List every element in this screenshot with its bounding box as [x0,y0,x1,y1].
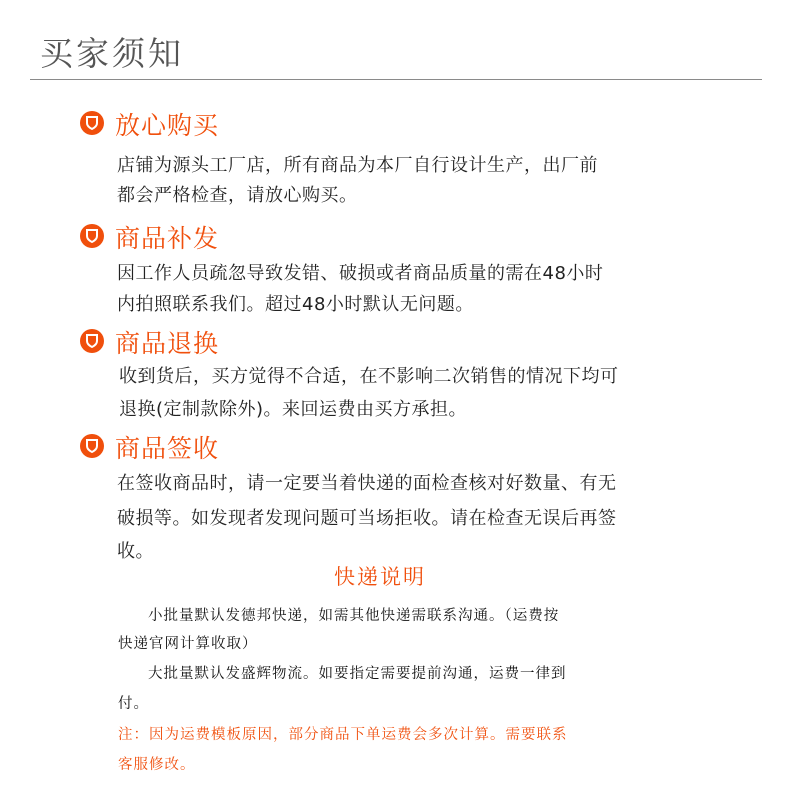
section-text: 收。 [117,541,154,562]
divider [30,79,762,80]
shipping-text: 付。 [118,696,149,712]
section-text: 在签收商品时，请一定要当着快递的面检查核对好数量、有无 [117,473,617,494]
section-title: 商品补发 [115,224,220,253]
section-text: 店铺为源头工厂店，所有商品为本厂自行设计生产，出厂前 [117,155,598,176]
section-title: 商品签收 [115,434,220,463]
shield-icon [80,224,104,248]
section-text: 破损等。如发现者发现问题可当场拒收。请在检查无误后再签 [117,508,617,529]
shield-icon [80,329,104,353]
shield-icon [80,111,104,135]
shipping-text: 快递官网计算收取） [118,636,258,652]
section-title: 放心购买 [115,111,220,140]
section-title: 商品退换 [115,329,220,358]
section-text: 因工作人员疏忽导致发错、破损或者商品质量的需在48小时 [117,263,604,284]
shipping-text: 小批量默认发德邦快递，如需其他快递需联系沟通。（运费按 [148,608,560,624]
section-text: 内拍照联系我们。超过48小时默认无问题。 [117,294,474,315]
section-text: 收到货后，买方觉得不合适，在不影响二次销售的情况下均可 [119,366,619,387]
page-title: 买家须知 [40,34,184,73]
shipping-note: 注：因为运费模板原因，部分商品下单运费会多次计算。需要联系 [118,727,568,743]
section-text: 都会严格检查，请放心购买。 [117,185,358,206]
shipping-title: 快递说明 [334,565,426,589]
shipping-text: 大批量默认发盛辉物流。如要指定需要提前沟通，运费一律到 [148,666,567,682]
shield-icon [80,434,104,458]
section-text: 退换(定制款除外)。来回运费由买方承担。 [119,399,468,420]
shipping-note: 客服修改。 [118,757,196,773]
